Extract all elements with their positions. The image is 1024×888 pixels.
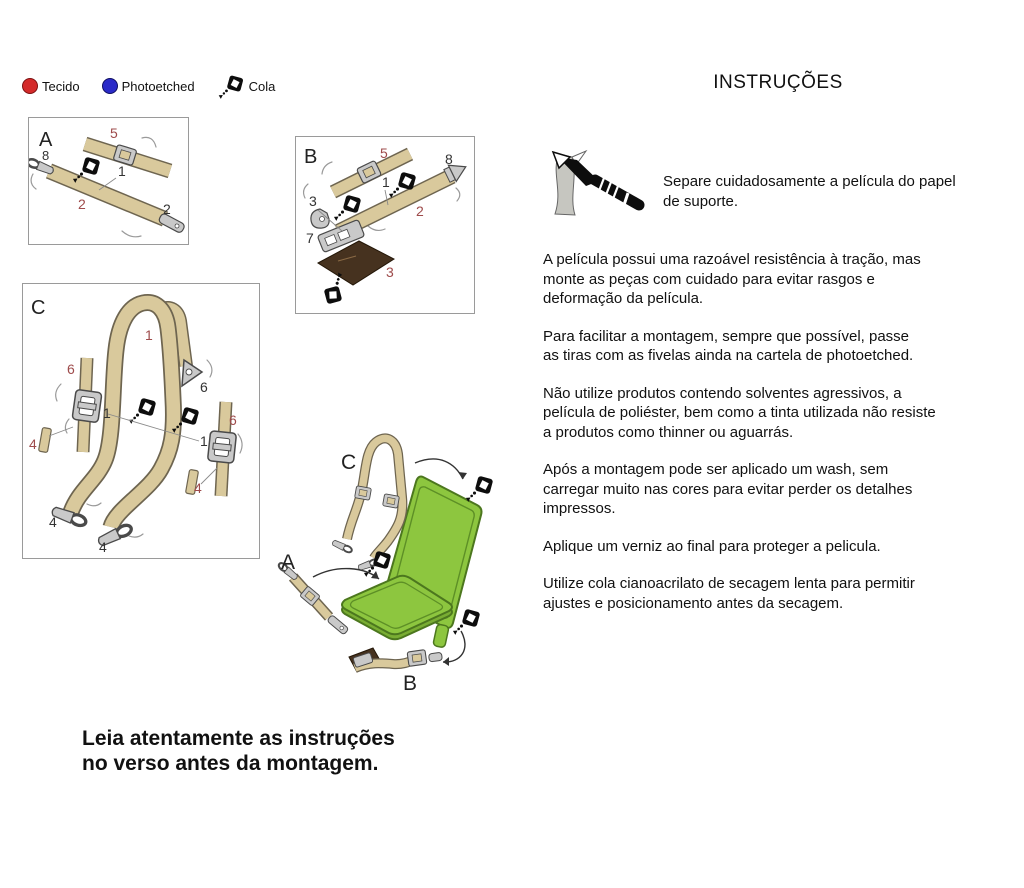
part-label: 1 bbox=[118, 163, 126, 179]
box-letter: B bbox=[304, 146, 318, 168]
step-separate-text: Separe cuidadosamente a película do papel de suporte. bbox=[663, 173, 956, 210]
part-label: 6 bbox=[229, 412, 237, 428]
legend-label-tecido: Tecido bbox=[42, 78, 80, 94]
part-label: 5 bbox=[110, 125, 118, 141]
legend-item-cola bbox=[217, 72, 276, 100]
diagram-a-illustration bbox=[29, 118, 188, 244]
part-label: 2 bbox=[416, 203, 424, 219]
assembly-label-a: A bbox=[281, 551, 296, 574]
part-label: 5 bbox=[380, 145, 388, 161]
assembly-diagram bbox=[277, 417, 510, 695]
part-label: 6 bbox=[200, 379, 208, 395]
paragraph: Aplique um verniz ao final para proteger a pelicula. bbox=[543, 537, 881, 555]
instruction-paragraphs bbox=[543, 250, 1023, 631]
buckle bbox=[383, 494, 400, 508]
part-label: 4 bbox=[29, 436, 37, 452]
legend-label-cola: Cola bbox=[248, 78, 276, 94]
part-label: 7 bbox=[306, 230, 314, 246]
glue-icon bbox=[453, 609, 480, 635]
snap-hook bbox=[331, 539, 353, 554]
glue-icon bbox=[129, 398, 156, 424]
part-label: 4 bbox=[49, 514, 57, 530]
paragraph: Após a montagem pode ser aplicado um wash, sem carregar muito nas cores para evitar perder os detalhes impressos. bbox=[543, 461, 913, 517]
left-adjuster-strap bbox=[72, 358, 102, 452]
diagram-box-a bbox=[28, 117, 189, 245]
buckle bbox=[355, 486, 372, 500]
buckle bbox=[72, 389, 102, 422]
photoetched-dot-icon bbox=[102, 78, 118, 94]
step-separate bbox=[545, 148, 1005, 218]
part-label: 2 bbox=[78, 196, 86, 212]
part-label: 4 bbox=[194, 480, 202, 496]
legend bbox=[22, 72, 291, 100]
buckle bbox=[407, 650, 427, 667]
strap-pad bbox=[38, 427, 51, 452]
diagram-b-illustration bbox=[296, 137, 474, 313]
box-letter: A bbox=[39, 129, 53, 151]
belt-tongue bbox=[327, 615, 349, 635]
part-label: 1 bbox=[382, 174, 390, 190]
seat-peg bbox=[433, 624, 449, 648]
diagram-c-illustration bbox=[23, 284, 259, 558]
part-label: 1 bbox=[200, 433, 208, 449]
part-label: 2 bbox=[163, 201, 171, 217]
assembly-label-c: C bbox=[341, 451, 357, 474]
part-label: 3 bbox=[309, 193, 317, 209]
part-label: 3 bbox=[386, 264, 394, 280]
page-title: INSTRUÇÕES bbox=[713, 72, 843, 93]
strap-short bbox=[333, 154, 410, 192]
diagram-box-b bbox=[295, 136, 475, 314]
paragraph: Utilize cola cianoacrilato de secagem lenta para permitir ajustes e posicionamento antes da secagem. bbox=[543, 575, 915, 612]
tecido-dot-icon bbox=[22, 78, 38, 94]
box-letter: C bbox=[31, 297, 46, 319]
belt-end bbox=[428, 652, 442, 662]
paragraph: A película possui uma razoável resistência à tração, mas monte as peças com cuidado para evitar rasgos e deformação da película. bbox=[543, 251, 921, 307]
buckle bbox=[208, 431, 237, 464]
paragraph: Não utilize produtos contendo solventes agressivos, a película de poliéster, bem como a tinta utilizada não resiste a produtos como thinner ou aguarrás. bbox=[543, 384, 936, 441]
part-label: 4 bbox=[99, 539, 107, 555]
part-label: 8 bbox=[445, 151, 453, 167]
legend-item-photoetched bbox=[102, 78, 195, 94]
legend-label-photoetched: Photoetched bbox=[121, 78, 195, 94]
glue-icon bbox=[217, 72, 245, 100]
legend-item-tecido bbox=[22, 78, 80, 94]
glue-icon bbox=[466, 476, 493, 502]
mini-pad-belt bbox=[349, 648, 442, 672]
assembly-illustration bbox=[277, 417, 510, 695]
diagram-box-c bbox=[22, 283, 260, 559]
part-label: 8 bbox=[42, 148, 50, 163]
part-label: 1 bbox=[103, 405, 111, 421]
footer-note: Leia atentamente as instruções no verso antes da montagem. bbox=[82, 727, 395, 775]
part-label: 1 bbox=[145, 327, 153, 343]
scalpel-film-icon bbox=[545, 148, 651, 218]
part-label: 6 bbox=[67, 361, 75, 377]
paragraph: Para facilitar a montagem, sempre que possível, passe as tiras com as fivelas ainda na cartela de photoetched. bbox=[543, 327, 914, 364]
assembly-label-b: B bbox=[403, 672, 418, 695]
